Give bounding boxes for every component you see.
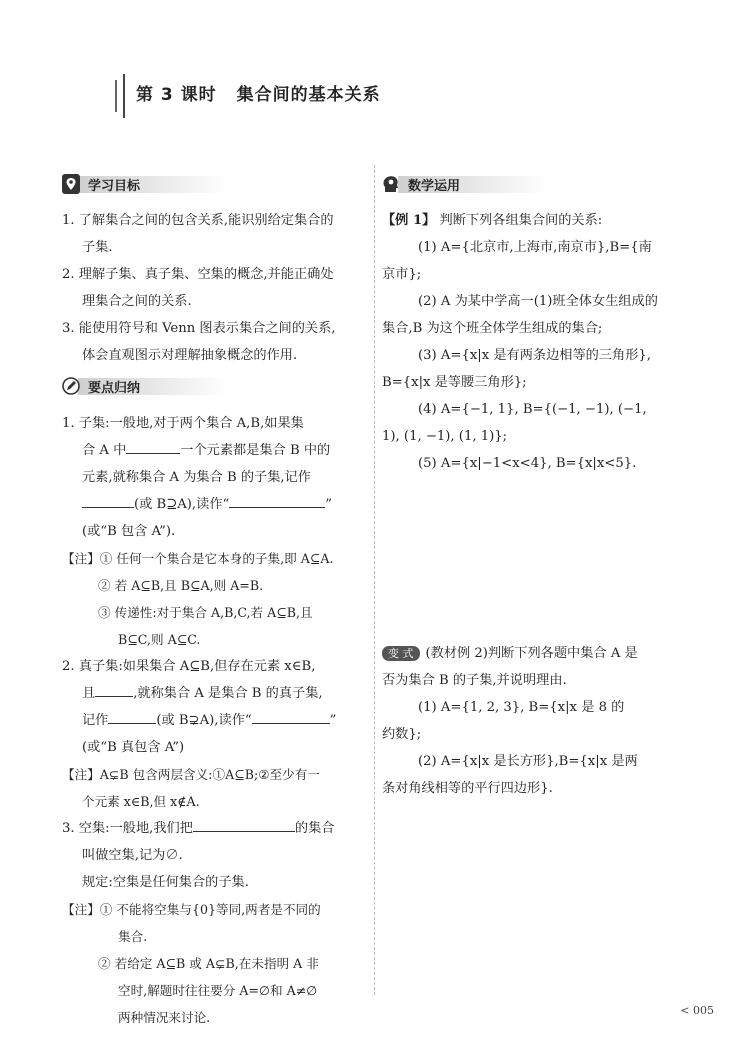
variation-exercise bbox=[382, 640, 694, 802]
text-line: (4) A={−1, 1}, B={(−1, −1), (−1, bbox=[418, 402, 647, 417]
note-line: ② 若 A⊆B,且 B⊆A,则 A=B. bbox=[98, 578, 264, 593]
text-line: (1) A={北京市,上海市,南京市},B={南 bbox=[418, 240, 652, 255]
text-line: 1), (1, −1), (1, 1)}; bbox=[382, 429, 508, 444]
text-line: (3) A={x|x 是有两条边相等的三角形}, bbox=[418, 348, 651, 363]
text-line: 否为集合 B 的子集,并说明理由. bbox=[382, 673, 567, 688]
thinking-head-icon bbox=[382, 174, 400, 194]
section-title-practice: 数学运用 bbox=[408, 178, 461, 194]
note-line: B⊆C,则 A⊆C. bbox=[118, 632, 201, 647]
note-line: 空时,解题时往往要分 A=∅和 A≠∅ bbox=[118, 983, 318, 998]
page-number: < 005 bbox=[680, 1004, 714, 1017]
variation-tag: 变 式 bbox=[382, 646, 420, 661]
text-line: 1. 子集:一般地,对于两个集合 A,B,如果集 bbox=[62, 416, 304, 431]
text-line: (或“B 包含 A”). bbox=[82, 524, 176, 539]
note-line: 个元素 x∈B,但 x∉A. bbox=[82, 794, 200, 809]
note-line: 集合. bbox=[118, 929, 148, 944]
text-line: B={x|x 是等腰三角形}; bbox=[382, 375, 527, 390]
text-line: 2. 真子集:如果集合 A⊆B,但存在元素 x∈B, bbox=[62, 659, 316, 674]
text-line: 3. 空集:一般地,我们把 的集合 bbox=[62, 815, 372, 842]
text-line: 【例 1】 判断下列各组集合间的关系: bbox=[382, 213, 603, 228]
text-line: 变 式 (教材例 2)判断下列各题中集合 A 是 bbox=[382, 640, 694, 667]
note-line: 【注】① 任何一个集合是它本身的子集,即 A⊆A. bbox=[62, 551, 334, 566]
column-divider bbox=[374, 165, 375, 995]
summary-content bbox=[62, 410, 372, 1031]
text-line: (或 B⊇A),读作“ ” bbox=[62, 491, 372, 518]
text-line: 条对角线相等的平行四边形}. bbox=[382, 781, 553, 796]
note-line: 两种情况来讨论. bbox=[118, 1010, 211, 1025]
location-pin-icon bbox=[62, 174, 80, 194]
lesson-topic: 集合间的基本关系 bbox=[236, 85, 381, 105]
section-header-summary bbox=[62, 375, 262, 397]
lesson-number: 第 3 课时 bbox=[136, 85, 217, 105]
text-line: 记作 (或 B⊋A),读作“ ” bbox=[62, 707, 372, 734]
list-item: 2. 理解子集、真子集、空集的概念,并能正确处 bbox=[62, 267, 334, 282]
pencil-icon bbox=[62, 376, 80, 396]
note-line: 【注】① 不能将空集与{0}等同,两者是不同的 bbox=[62, 902, 321, 917]
goals-list bbox=[62, 207, 367, 369]
text-line: (2) A 为某中学高一(1)班全体女生组成的 bbox=[418, 294, 658, 309]
text-line: 元素,就称集合 A 为集合 B 的子集,记作 bbox=[82, 470, 311, 485]
note-line: ③ 传递性:对于集合 A,B,C,若 A⊆B,且 bbox=[98, 605, 313, 620]
list-item: 理集合之间的关系. bbox=[82, 294, 192, 309]
text-line: (1) A={1, 2, 3}, B={x|x 是 8 的 bbox=[418, 700, 625, 715]
section-header-practice bbox=[382, 173, 582, 195]
note-line: 【注】A⊊B 包含两层含义:①A⊆B;②至少有一 bbox=[62, 767, 320, 782]
list-item: 3. 能使用符号和 Venn 图表示集合之间的关系, bbox=[62, 321, 336, 336]
text-line: (2) A={x|x 是长方形},B={x|x 是两 bbox=[418, 754, 638, 769]
page-title bbox=[136, 80, 381, 105]
text-line: (或“B 真包含 A”) bbox=[82, 740, 185, 755]
text-line: 叫做空集,记为∅. bbox=[82, 848, 183, 863]
list-item: 子集. bbox=[82, 240, 113, 255]
text-line: 集合,B 为这个班全体学生组成的集合; bbox=[382, 321, 603, 336]
section-title-summary: 要点归纳 bbox=[88, 380, 141, 396]
section-title-goals: 学习目标 bbox=[88, 178, 141, 194]
section-header-goals bbox=[62, 173, 262, 195]
text-line: 且 ,就称集合 A 是集合 B 的真子集, bbox=[62, 680, 372, 707]
text-line: 合 A 中 一个元素都是集合 B 中的 bbox=[62, 437, 372, 464]
list-item: 1. 了解集合之间的包含关系,能识别给定集合的 bbox=[62, 213, 334, 228]
text-line: (5) A={x|−1<x<4}, B={x|x<5}. bbox=[418, 456, 637, 471]
title-rule bbox=[123, 74, 125, 118]
example-label: 【例 1】 bbox=[382, 213, 436, 228]
list-item: 体会直观图示对理解抽象概念的作用. bbox=[82, 348, 298, 363]
text-line: 京市}; bbox=[382, 267, 422, 282]
text-line: 规定:空集是任何集合的子集. bbox=[82, 875, 249, 890]
example-1 bbox=[382, 207, 694, 477]
text-line: 约数}; bbox=[382, 727, 422, 742]
note-line: ② 若给定 A⊆B 或 A⊊B,在未指明 A 非 bbox=[98, 956, 319, 971]
